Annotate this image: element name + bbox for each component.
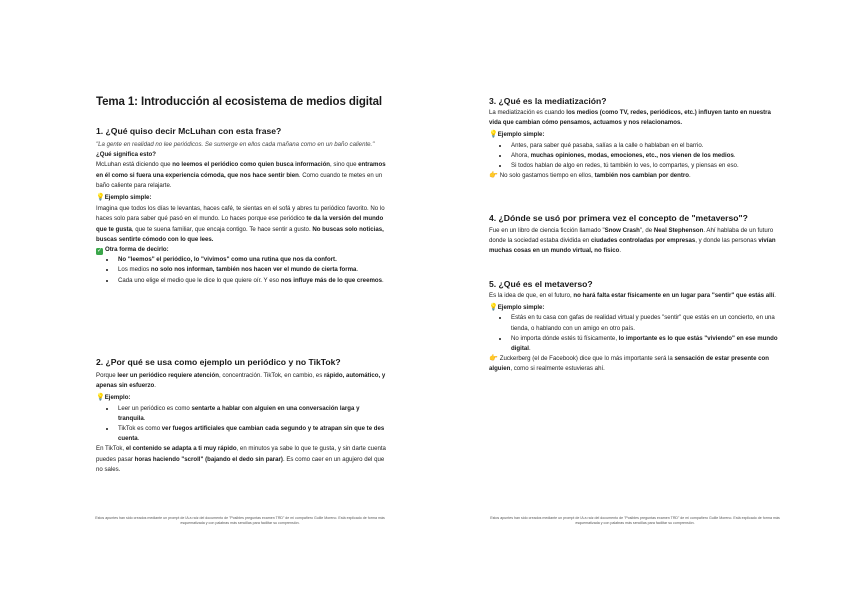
list-item (116, 424, 386, 444)
pointing-hand-icon: 👉 (489, 172, 498, 180)
text: Ahora, (511, 151, 531, 159)
text: . Es como caer en un agujero del que no sales. (96, 455, 385, 473)
section-2-heading: 2. ¿Por qué se usa como ejemplo un periódico y no TikTok? (96, 357, 341, 367)
section-3-body (489, 108, 779, 181)
text: No solo gastamos tiempo en ellos, (499, 172, 595, 180)
text: , como si realmente estuvieras ahí. (510, 365, 605, 373)
list-item (116, 404, 386, 424)
list-item: • Si todos hablan de algo en redes, tú también lo ves, lo compartes, y piensas en eso. (509, 161, 779, 171)
text-bold: Snow Crash (604, 227, 640, 234)
text: . (154, 382, 156, 390)
text: Es la idea de que, en el futuro, (489, 292, 574, 299)
text-bold: muchas opiniones, modas, emociones, etc., nos vienen de los medios (530, 151, 734, 159)
page-title: Tema 1: Introducción al ecosistema de medios digital (96, 96, 382, 108)
text: . (382, 276, 384, 284)
text-bold: No "leemos" el periódico, lo "vivimos" como una rutina que nos da confort. (118, 256, 337, 264)
text: . (689, 172, 691, 180)
text: , y donde las personas (695, 237, 759, 245)
text: . (774, 292, 776, 299)
right-page-footer: Estos apuntes han sido creados mediante un prompt de IA a raíz del documento de "Posibles preguntas examen TRD" de mi compañero Guille Moreno. Está explicado de forma más esquematizada y con palabras más sencillas para facilitar su comprensión. (490, 516, 780, 526)
text: Porque (96, 372, 118, 379)
list-item: • Antes, para saber qué pasaba, salías a la calle o hablaban en el barrio. (509, 141, 779, 151)
section-1-heading: 1. ¿Qué quiso decir McLuhan con esta frase? (96, 126, 282, 136)
list-item (116, 265, 386, 275)
text: Imagina que todos los días te levantas, haces café, te sientas en el sofá y abres tu periódico favorito. No lo haces solo para saber qué pasó en el mundo. Lo haces porque ese periódico (96, 205, 385, 223)
lightbulb-icon: 💡 (96, 194, 105, 202)
text: Zuckerberg (el de Facebook) dice que lo más importante será la (499, 355, 675, 363)
text-bold: entramos en él como si fuera una experiencia cómoda, que nos hace sentir bien (96, 161, 386, 179)
check-icon: ✓ (96, 248, 103, 255)
section-1-body (96, 140, 386, 286)
text: En TikTok, (96, 445, 126, 453)
text-bold: horas haciendo "scroll" (bajando el dedo sin parar) (134, 455, 283, 463)
bullet-list (96, 255, 386, 286)
text-bold: sensación de estar presente con alguien (489, 355, 769, 373)
paragraph (96, 444, 386, 475)
section-2-body (96, 371, 386, 475)
text-bold: leer un periódico requiere atención (117, 372, 219, 379)
text-bold: no hará falta estar físicamente en un lugar para "sentir" que estás allí (573, 292, 775, 299)
text: . (619, 247, 622, 255)
text: . (733, 151, 736, 159)
text: , concentración. TikTok, en cambio, es (218, 372, 324, 379)
text-bold: rápido, automático, y apenas sin esfuerzo (96, 372, 386, 390)
text: TikTok es como (118, 425, 162, 433)
lightbulb-icon: 💡 (489, 304, 498, 312)
list-item (116, 276, 386, 286)
section-4-body (489, 226, 779, 257)
list-item (509, 151, 779, 161)
text: Fue en un libro de ciencia ficción llamado " (489, 227, 605, 234)
label: Otra forma de decirlo: (105, 246, 169, 254)
paragraph (489, 226, 779, 257)
text: . Ahí hablaba de un futuro donde la sociedad estaba dividida en (489, 227, 774, 245)
text-bold: lo importante es lo que estás "viviendo" en ese mundo digital (511, 334, 778, 353)
text-bold: nos influye más de lo que creemos (280, 276, 382, 284)
text: Los medios (118, 266, 151, 274)
mcluhan-quote: "La gente en realidad no lee periódicos. Se sumerge en ellos cada mañana como en un baño caliente." (96, 141, 375, 148)
lightbulb-icon: 💡 (96, 394, 105, 402)
text: . (137, 435, 140, 443)
text: . (143, 414, 146, 422)
paragraph (489, 171, 779, 181)
label: Ejemplo simple: (104, 194, 152, 202)
text: . Como cuando te metes en un baño caliente para relajarte. (96, 171, 383, 189)
text-bold: el contenido se adapta a ti muy rápido (125, 445, 237, 453)
bullet-list (489, 141, 779, 172)
text: La mediatización es cuando (489, 109, 567, 116)
bullet-list (489, 313, 779, 354)
text: , que te suena familiar, que encaja contigo. Te hace sentir a gusto. (131, 225, 313, 233)
text: No importa dónde estés tú físicamente, (511, 334, 619, 342)
paragraph (489, 291, 779, 301)
list-item: • Estás en tu casa con gafas de realidad virtual y puedes "sentir" que estás en un concierto, en una tienda, o hablando con un amigo en otro país. (509, 313, 779, 333)
text: McLuhan está diciendo que (96, 161, 173, 169)
text-bold: los medios (como TV, redes, periódicos, etc.) influyen tanto en nuestra vida que cambian cómo pensamos, actuamos y nos relacionamos. (489, 109, 771, 127)
text-bold: vivían muchas cosas en un mundo virtual, no físico (489, 237, 776, 255)
text-bold: te da la versión del mundo que te gusta (96, 215, 384, 233)
text: , en minutos ya sabe lo que te gusta, y sin darte cuenta puedes pasar (96, 445, 386, 463)
text: . (356, 266, 359, 274)
left-page-footer: Estos apuntes han sido creados mediante un prompt de IA a raíz del documento de "Posibles preguntas examen TRD" de mi compañero Guille Moreno. Está explicado de forma más esquematizada y con palabras más sencillas para facilitar su comprensión. (95, 516, 385, 526)
lightbulb-icon: 💡 (489, 131, 498, 139)
text: Cada uno elige el medio que le dice lo que quiere oír. Y eso (118, 276, 281, 284)
text-bold: No buscas solo noticias, buscas sentirte cómodo con lo que lees. (96, 225, 384, 243)
text-bold: Neal Stephenson (653, 227, 704, 234)
paragraph (96, 204, 386, 245)
text-bold: sentarte a hablar con alguien en una conversación larga y tranquila (118, 404, 360, 422)
bullet-list (96, 404, 386, 445)
text-bold: ver fuegos artificiales que cambian cada segundo y te atrapan sin que te des cuenta (118, 425, 385, 443)
paragraph (96, 160, 386, 191)
paragraph (489, 354, 779, 374)
example-label (96, 393, 386, 403)
section-5-body (489, 291, 779, 375)
section-5-heading: 5. ¿Qué es el metaverso? (489, 279, 593, 289)
example-label (96, 193, 386, 203)
text-bold: no leemos el periódico como quien busca información (172, 161, 331, 169)
pointing-hand-icon: 👉 (489, 355, 498, 363)
label: Ejemplo: (104, 394, 131, 402)
list-item (116, 255, 386, 265)
example-label (489, 130, 779, 140)
text: . (528, 345, 531, 353)
text-bold: también nos cambian por dentro (594, 172, 690, 180)
text: ", de (639, 227, 654, 234)
text-bold: no solo nos informan, también nos hacen ver el mundo de cierta forma (150, 266, 357, 274)
list-item (509, 334, 779, 354)
another-way-label (96, 245, 386, 255)
label: Ejemplo simple: (497, 131, 545, 139)
what-it-means-label: ¿Qué significa esto? (96, 151, 156, 159)
text-bold: ciudades controladas por empresas (590, 237, 696, 245)
section-4-heading: 4. ¿Dónde se usó por primera vez el concepto de "metaverso"? (489, 213, 748, 223)
paragraph (489, 108, 779, 128)
paragraph (96, 371, 386, 391)
section-3-heading: 3. ¿Qué es la mediatización? (489, 96, 607, 106)
text: Leer un periódico es como (118, 404, 192, 412)
text: , sino que (330, 161, 359, 169)
label: Ejemplo simple: (497, 304, 545, 312)
example-label (489, 303, 779, 313)
